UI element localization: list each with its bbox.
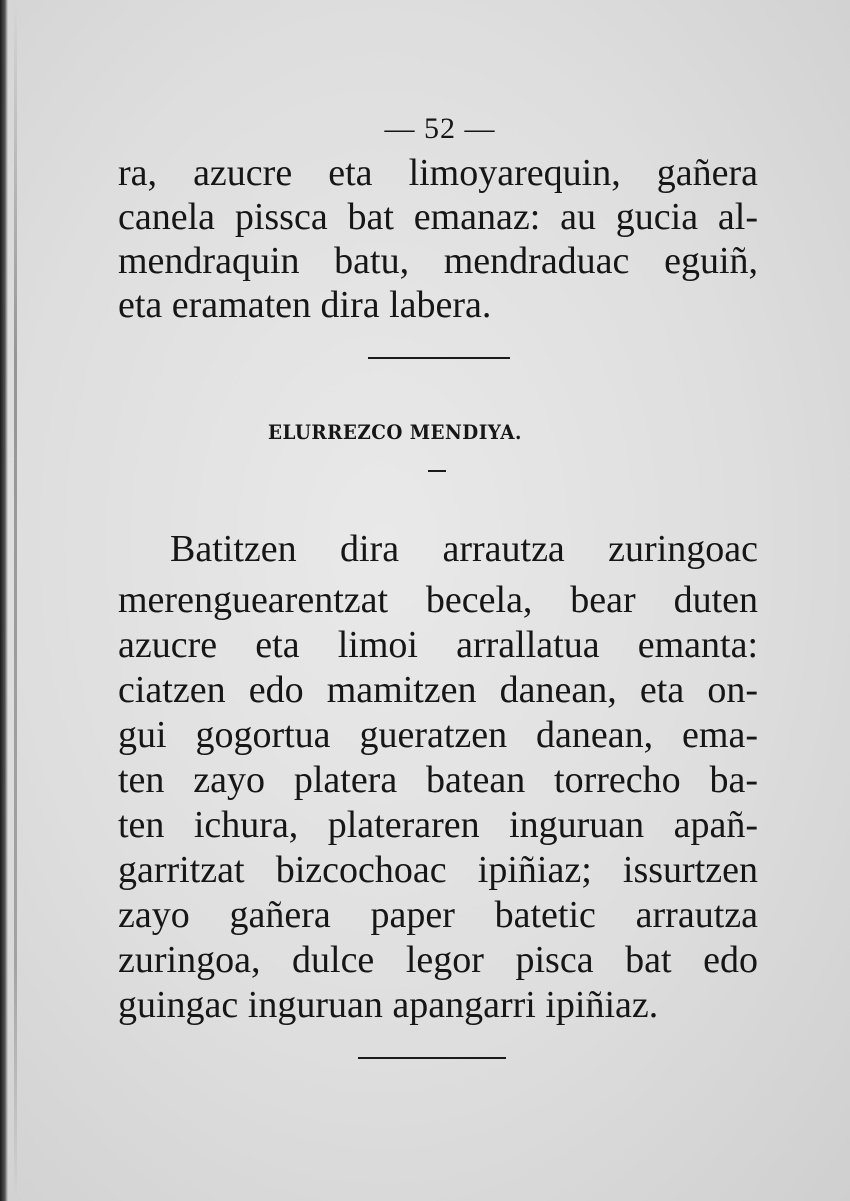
page-gutter-shadow	[14, 0, 17, 1201]
body-line-7: ten ichura, plateraren inguruan apañ-	[118, 804, 758, 846]
intro-line-2: canela pissca bat emanaz: au gucia al-	[118, 196, 758, 238]
section-title: ELURREZCO MENDIYA.	[268, 420, 522, 444]
body-line-4: ciatzen edo mamitzen danean, eta on-	[118, 669, 758, 711]
body-line-6: ten zayo platera batean torrecho ba-	[118, 759, 758, 801]
body-line-8: garritzat bizcochoac ipiñiaz; issurtzen	[118, 849, 758, 891]
intro-line-4: eta eramaten dira labera.	[118, 284, 492, 326]
body-line-3: azucre eta limoi arrallatua emanta:	[118, 624, 758, 666]
section-divider-top	[368, 357, 510, 359]
body-line-9: zayo gañera paper batetic arrautza	[118, 894, 758, 936]
body-line-2: merenguearentzat becela, bear duten	[118, 579, 758, 621]
body-line-11: guingac inguruan apangarri ipiñiaz.	[118, 984, 659, 1026]
section-title-dash	[428, 470, 446, 472]
section-divider-bottom	[358, 1057, 506, 1059]
page-edge-shadow	[0, 0, 8, 1201]
body-line-5: gui gogortua gueratzen danean, ema-	[118, 714, 758, 756]
intro-line-1: ra, azucre eta limoyarequin, gañera	[118, 152, 758, 194]
body-line-10: zuringoa, dulce legor pisca bat edo	[118, 939, 758, 981]
page-number: — 52 —	[384, 112, 496, 145]
intro-line-3: mendraquin batu, mendraduac eguiñ,	[118, 240, 758, 282]
body-line-1: Batitzen dira arrautza zuringoac	[170, 528, 758, 570]
